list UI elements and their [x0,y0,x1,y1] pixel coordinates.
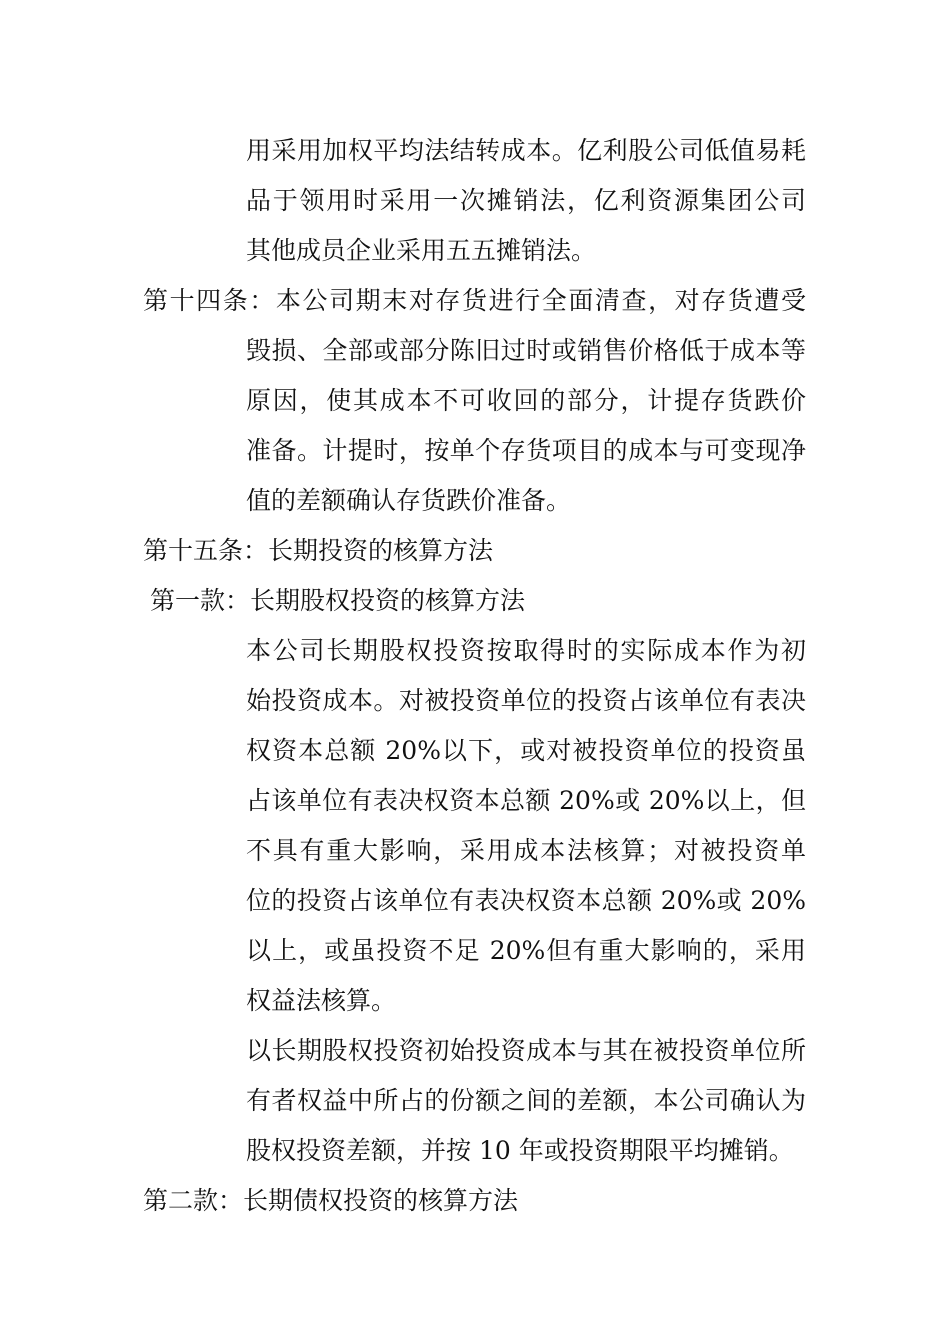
clause-1-para-1-line-7: 以上，或虽投资不足 20%但有重大影响的，采用 [246,936,806,965]
clause-1-para-1-line-8: 权益法核算。 [246,986,397,1015]
article-14-line-2: 毁损、全部或部分陈旧过时或销售价格低于成本等 [246,336,806,365]
clause-1-para-1-line-4: 占该单位有表决权资本总额 20%或 20%以上，但 [246,786,806,815]
clause-1-para-1-line-6: 位的投资占该单位有表决权资本总额 20%或 20% [246,886,806,915]
clause-1-para-2-line-1: 以长期股权投资初始投资成本与其在被投资单位所 [246,1036,806,1065]
clause-1-para-2-line-3: 股权投资差额，并按 10 年或投资期限平均摊销。 [246,1136,794,1165]
clause-1-para-1-line-5: 不具有重大影响，采用成本法核算；对被投资单 [246,836,806,865]
article-14-line-5: 值的差额确认存货跌价准备。 [246,486,572,515]
clause-1-para-1-line-1: 本公司长期股权投资按取得时的实际成本作为初 [246,636,806,665]
article-14-line-3: 原因，使其成本不可收回的部分，计提存货跌价 [246,386,806,415]
paragraph-line-2: 品于领用时采用一次摊销法，亿利资源集团公司 [246,186,806,215]
clause-1-para-2-line-2: 有者权益中所占的份额之间的差额，本公司确认为 [246,1086,806,1115]
clause-2-heading: 第二款：长期债权投资的核算方法 [143,1186,519,1215]
article-15-heading: 第十五条：长期投资的核算方法 [143,536,494,565]
clause-1-para-1-line-2: 始投资成本。对被投资单位的投资占该单位有表决 [246,686,806,715]
article-14-heading-line: 第十四条：本公司期末对存货进行全面清查，对存货遭受 [143,286,806,315]
clause-1-para-1-line-3: 权资本总额 20%以下，或对被投资单位的投资虽 [246,736,806,765]
paragraph-line-3: 其他成员企业采用五五摊销法。 [246,236,597,265]
article-14-line-4: 准备。计提时，按单个存货项目的成本与可变现净 [246,436,806,465]
paragraph-line-1: 用采用加权平均法结转成本。亿利股公司低值易耗 [246,136,806,165]
clause-1-heading: 第一款：长期股权投资的核算方法 [150,586,526,615]
